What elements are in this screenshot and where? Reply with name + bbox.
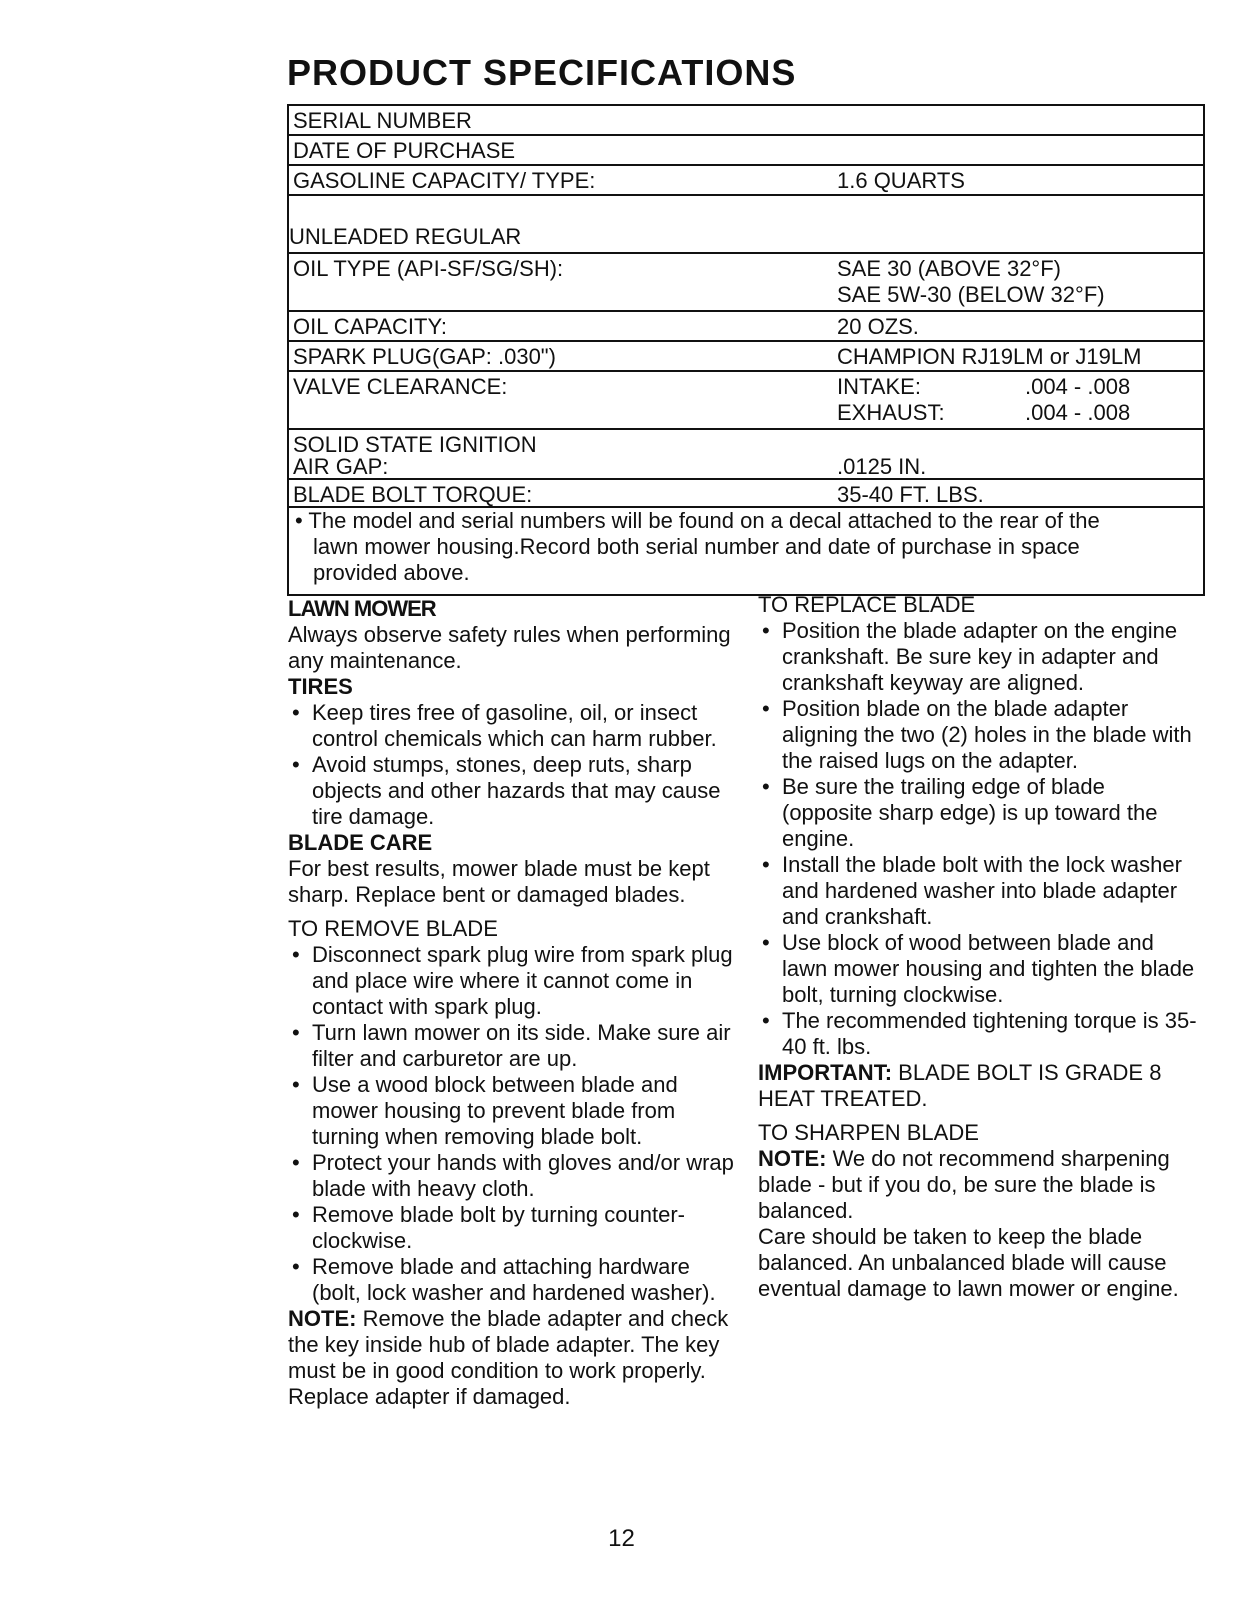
date-of-purchase-label: DATE OF PURCHASE [293,138,516,163]
page-title: PRODUCT SPECIFICATIONS [287,52,797,93]
oil-type-value-2: SAE 5W-30 (BELOW 32°F) [837,282,1105,307]
sharpen-note-label: NOTE: [758,1146,827,1171]
list-item: • Position the blade adapter on the engine crankshaft. Be sure key in adapter and crankshaft keyway are aligned. [758,618,1198,696]
note-line-1: • The model and serial numbers will be found on a decal attached to the rear of the [295,508,1100,533]
list-item: • Install the blade bolt with the lock washer and hardened washer into blade adapter and crankshaft. [758,852,1198,930]
list-item: • Disconnect spark plug wire from spark plug and place wire where it cannot come in contact with spark plug. [288,942,738,1020]
oil-type-label: OIL TYPE (API-SF/SG/SH): [293,256,564,281]
list-item: • Remove blade and attaching hardware (bolt, lock washer and hardened washer). [288,1254,738,1306]
exhaust-label: EXHAUST: [837,400,945,425]
intake-label: INTAKE: [837,374,921,399]
left-column [288,596,738,1410]
spec-row-valve-clearance [289,372,1203,430]
oil-type-value-1: SAE 30 (ABOVE 32°F) [837,256,1061,281]
oil-capacity-value: 20 OZS. [837,314,919,339]
list-item: • Keep tires free of gasoline, oil, or insect control chemicals which can harm rubber. [288,700,738,752]
spec-row-torque [289,480,1203,508]
exhaust-value: .004 - .008 [1025,400,1131,425]
valve-clearance-label: VALVE CLEARANCE: [293,374,508,399]
note-label: NOTE: [288,1306,357,1331]
torque-value: 35-40 FT. LBS. [837,482,984,507]
spec-row-serial [289,106,1203,136]
gasoline-label: GASOLINE CAPACITY/ TYPE: [293,168,596,193]
list-item: • The recommended tightening torque is 35-40 ft. lbs. [758,1008,1198,1060]
sharpen-note-text: We do not recommend sharpening blade - but if you do, be sure the blade is balanced. [758,1146,1170,1223]
spec-row-gas-type [289,196,1203,254]
note-text: Remove the blade adapter and check the key inside hub of blade adapter. The key must be in good condition to work properly. Replace adapter if damaged. [288,1306,729,1409]
gasoline-value: 1.6 QUARTS [837,168,965,193]
remove-blade-list [288,942,738,1306]
spec-row-oil-type [289,254,1203,312]
sharpen-text: Care should be taken to keep the blade balanced. An unbalanced blade will cause eventual damage to lawn mower or engine. [758,1224,1179,1301]
sharpen-note [758,1146,1198,1224]
ignition-label: SOLID STATE IGNITION [293,432,537,457]
blade-care-heading: BLADE CARE [288,830,433,855]
air-gap-label: AIR GAP: [293,454,389,479]
oil-capacity-label: OIL CAPACITY: [293,314,448,339]
tires-heading: TIRES [288,674,353,699]
air-gap-value: .0125 IN. [837,454,927,479]
blade-care-text: For best results, mower blade must be kept sharp. Replace bent or damaged blades. [288,856,710,907]
spark-plug-value: CHAMPION RJ19LM or J19LM [837,344,1142,369]
serial-number-note [289,508,1203,586]
replace-blade-list [758,618,1198,1060]
list-item: • Position blade on the blade adapter aligning the two (2) holes in the blade with the raised lugs on the adapter. [758,696,1198,774]
torque-label: BLADE BOLT TORQUE: [293,482,533,507]
spec-row-spark-plug [289,342,1203,372]
list-item: • Use a wood block between blade and mower housing to prevent blade from turning when removing blade bolt. [288,1072,738,1150]
tires-list [288,700,738,830]
important-label: IMPORTANT: [758,1060,893,1085]
important-note [758,1060,1198,1112]
right-column [758,592,1198,1302]
page-number: 12 [608,1525,635,1552]
serial-number-label: SERIAL NUMBER [293,108,472,133]
lawnmower-heading: LAWN MOWER [288,596,436,621]
spec-row-date [289,136,1203,166]
note-line-2: lawn mower housing.Record both serial number and date of purchase in space [313,534,1080,559]
spec-row-ignition [289,430,1203,480]
intake-value: .004 - .008 [1025,374,1131,399]
remove-blade-heading: TO REMOVE BLADE [288,916,498,941]
list-item: • Use block of wood between blade and lawn mower housing and tighten the blade bolt, turning clockwise. [758,930,1198,1008]
spark-plug-label: SPARK PLUG(GAP: .030") [293,344,556,369]
list-item: • Be sure the trailing edge of blade (opposite sharp edge) is up toward the engine. [758,774,1198,852]
list-item: • Avoid stumps, stones, deep ruts, sharp objects and other hazards that may cause tire damage. [288,752,738,830]
spec-row-oil-capacity [289,312,1203,342]
specifications-table [287,104,1205,596]
lawnmower-text: Always observe safety rules when performing any maintenance. [288,622,731,673]
spec-row-gasoline [289,166,1203,196]
replace-blade-heading: TO REPLACE BLADE [758,592,976,617]
list-item: • Protect your hands with gloves and/or wrap blade with heavy cloth. [288,1150,738,1202]
sharpen-blade-heading: TO SHARPEN BLADE [758,1120,979,1145]
gas-type-label: UNLEADED REGULAR [289,224,522,249]
list-item: • Remove blade bolt by turning counter-clockwise. [288,1202,738,1254]
note-line-3: provided above. [313,560,470,585]
list-item: • Turn lawn mower on its side. Make sure air filter and carburetor are up. [288,1020,738,1072]
important-text: BLADE BOLT IS GRADE 8 HEAT TREATED. [758,1060,1162,1111]
remove-note [288,1306,738,1410]
